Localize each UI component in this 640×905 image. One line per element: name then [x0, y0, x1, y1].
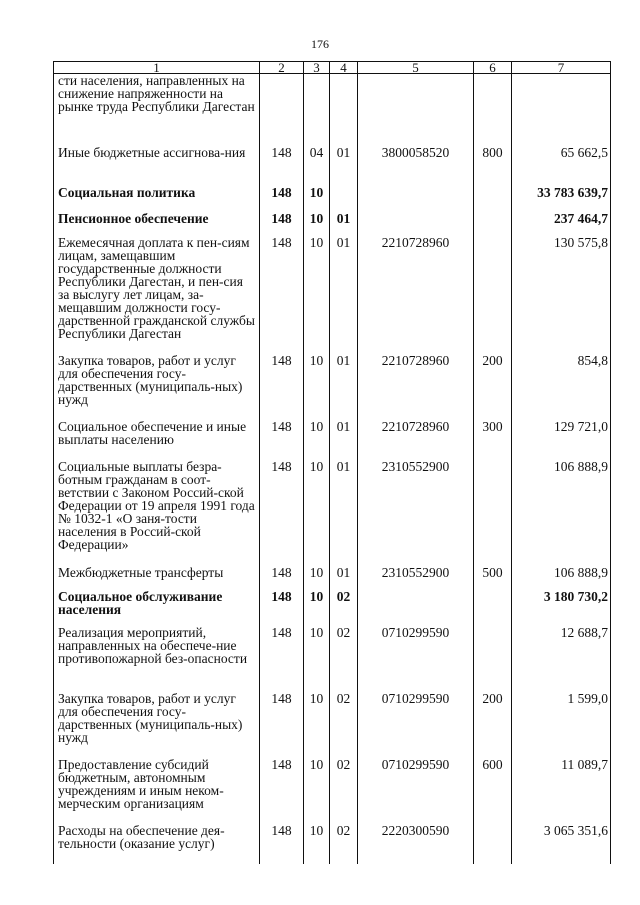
expense-type-column — [474, 74, 512, 147]
section-column: 10 — [304, 692, 330, 758]
column-header-3: 3 — [304, 62, 330, 74]
amount-column: 33 783 639,7 — [512, 186, 611, 212]
target-article-column: 2310552900 — [358, 460, 474, 566]
expense-type-column — [474, 590, 512, 626]
section-column: 10 — [304, 354, 330, 420]
row-name: Социальное обслуживание населения — [54, 590, 260, 626]
expense-type-column — [474, 186, 512, 212]
subsection-column: 01 — [330, 146, 358, 186]
subsection-column: 01 — [330, 460, 358, 566]
table-row — [54, 212, 611, 236]
row-name: сти населения, направленных на снижение напряженности на рынке труда Республики Дагестан — [54, 74, 260, 147]
row-name: Социальные выплаты безра-ботным гражданам в соот-ветствии с Законом Россий-ской Федерации от 19 апреля 1991 года № 1032-1 «О заня-тости населения в Россий-ской Федерации» — [54, 460, 260, 566]
row-name: Предоставление субсидий бюджетным, автономным учреждениям и иным неком-мерческим организациям — [54, 758, 260, 824]
expense-type-column: 300 — [474, 420, 512, 460]
section-column — [304, 74, 330, 147]
column-header-4: 4 — [330, 62, 358, 74]
table-row — [54, 186, 611, 212]
code-column: 148 — [260, 692, 304, 758]
table-row — [54, 758, 611, 824]
page-number: 176 — [311, 37, 329, 51]
subsection-column: 01 — [330, 212, 358, 236]
code-column: 148 — [260, 146, 304, 186]
target-article-column: 2210728960 — [358, 236, 474, 354]
column-header-6: 6 — [474, 62, 512, 74]
amount-column: 237 464,7 — [512, 212, 611, 236]
table-row — [54, 236, 611, 354]
subsection-column: 02 — [330, 692, 358, 758]
target-article-column — [358, 212, 474, 236]
row-name: Иные бюджетные ассигнова-ния — [54, 146, 260, 186]
row-name: Социальное обеспечение и иные выплаты населению — [54, 420, 260, 460]
subsection-column — [330, 186, 358, 212]
row-name: Пенсионное обеспечение — [54, 212, 260, 236]
section-column: 04 — [304, 146, 330, 186]
table-row — [54, 460, 611, 566]
expense-type-column: 800 — [474, 146, 512, 186]
row-name: Закупка товаров, работ и услуг для обеспечения госу-дарственных (муниципаль-ных) нужд — [54, 692, 260, 758]
code-column: 148 — [260, 758, 304, 824]
table-row — [54, 354, 611, 420]
subsection-column: 02 — [330, 626, 358, 692]
expense-type-column — [474, 824, 512, 864]
expense-type-column: 600 — [474, 758, 512, 824]
target-article-column: 3800058520 — [358, 146, 474, 186]
row-name: Расходы на обеспечение дея-тельности (оказание услуг) — [54, 824, 260, 864]
target-article-column: 2210728960 — [358, 354, 474, 420]
column-header-7: 7 — [512, 62, 611, 74]
row-name: Ежемесячная доплата к пен-сиям лицам, замещавшим государственные должности Республики Дагестан, и пен-сия за выслугу лет лицам, за-мещавшим должности госу-дарственной гражданской службы Республики Дагестан — [54, 236, 260, 354]
section-column: 10 — [304, 758, 330, 824]
target-article-column — [358, 590, 474, 626]
expense-type-column — [474, 236, 512, 354]
target-article-column — [358, 186, 474, 212]
amount-column: 12 688,7 — [512, 626, 611, 692]
target-article-column: 2220300590 — [358, 824, 474, 864]
section-column: 10 — [304, 460, 330, 566]
expense-type-column: 500 — [474, 566, 512, 590]
target-article-column: 2310552900 — [358, 566, 474, 590]
target-article-column: 2210728960 — [358, 420, 474, 460]
table-row — [54, 420, 611, 460]
code-column: 148 — [260, 354, 304, 420]
amount-column: 854,8 — [512, 354, 611, 420]
subsection-column: 02 — [330, 758, 358, 824]
column-header-5: 5 — [358, 62, 474, 74]
table-row — [54, 74, 611, 147]
row-name: Реализация мероприятий, направленных на обеспече-ние противопожарной без-опасности — [54, 626, 260, 692]
amount-column: 3 065 351,6 — [512, 824, 611, 864]
code-column: 148 — [260, 590, 304, 626]
amount-column: 3 180 730,2 — [512, 590, 611, 626]
code-column — [260, 74, 304, 147]
amount-column: 130 575,8 — [512, 236, 611, 354]
subsection-column: 01 — [330, 236, 358, 354]
row-name: Закупка товаров, работ и услуг для обеспечения госу-дарственных (муниципаль-ных) нужд — [54, 354, 260, 420]
target-article-column — [358, 74, 474, 147]
table-row — [54, 146, 611, 186]
budget-table — [53, 61, 611, 864]
amount-column: 129 721,0 — [512, 420, 611, 460]
subsection-column: 01 — [330, 566, 358, 590]
code-column: 148 — [260, 626, 304, 692]
code-column: 148 — [260, 420, 304, 460]
section-column: 10 — [304, 212, 330, 236]
code-column: 148 — [260, 212, 304, 236]
table-row — [54, 566, 611, 590]
table-row — [54, 824, 611, 864]
target-article-column: 0710299590 — [358, 758, 474, 824]
column-header-2: 2 — [260, 62, 304, 74]
amount-column: 11 089,7 — [512, 758, 611, 824]
code-column: 148 — [260, 236, 304, 354]
header-row — [54, 62, 611, 74]
section-column: 10 — [304, 236, 330, 354]
amount-column — [512, 74, 611, 147]
section-column: 10 — [304, 186, 330, 212]
subsection-column — [330, 74, 358, 147]
table-row — [54, 626, 611, 692]
expense-type-column — [474, 212, 512, 236]
section-column: 10 — [304, 420, 330, 460]
code-column: 148 — [260, 824, 304, 864]
amount-column: 106 888,9 — [512, 460, 611, 566]
row-name: Социальная политика — [54, 186, 260, 212]
target-article-column: 0710299590 — [358, 626, 474, 692]
subsection-column: 01 — [330, 420, 358, 460]
target-article-column: 0710299590 — [358, 692, 474, 758]
amount-column: 1 599,0 — [512, 692, 611, 758]
code-column: 148 — [260, 566, 304, 590]
column-header-1: 1 — [54, 62, 260, 74]
code-column: 148 — [260, 460, 304, 566]
section-column: 10 — [304, 590, 330, 626]
section-column: 10 — [304, 566, 330, 590]
amount-column: 65 662,5 — [512, 146, 611, 186]
code-column: 148 — [260, 186, 304, 212]
table-row — [54, 590, 611, 626]
section-column: 10 — [304, 626, 330, 692]
table-row — [54, 692, 611, 758]
expense-type-column — [474, 626, 512, 692]
expense-type-column: 200 — [474, 354, 512, 420]
subsection-column: 02 — [330, 590, 358, 626]
expense-type-column: 200 — [474, 692, 512, 758]
expense-type-column — [474, 460, 512, 566]
amount-column: 106 888,9 — [512, 566, 611, 590]
subsection-column: 01 — [330, 354, 358, 420]
section-column: 10 — [304, 824, 330, 864]
row-name: Межбюджетные трансферты — [54, 566, 260, 590]
subsection-column: 02 — [330, 824, 358, 864]
